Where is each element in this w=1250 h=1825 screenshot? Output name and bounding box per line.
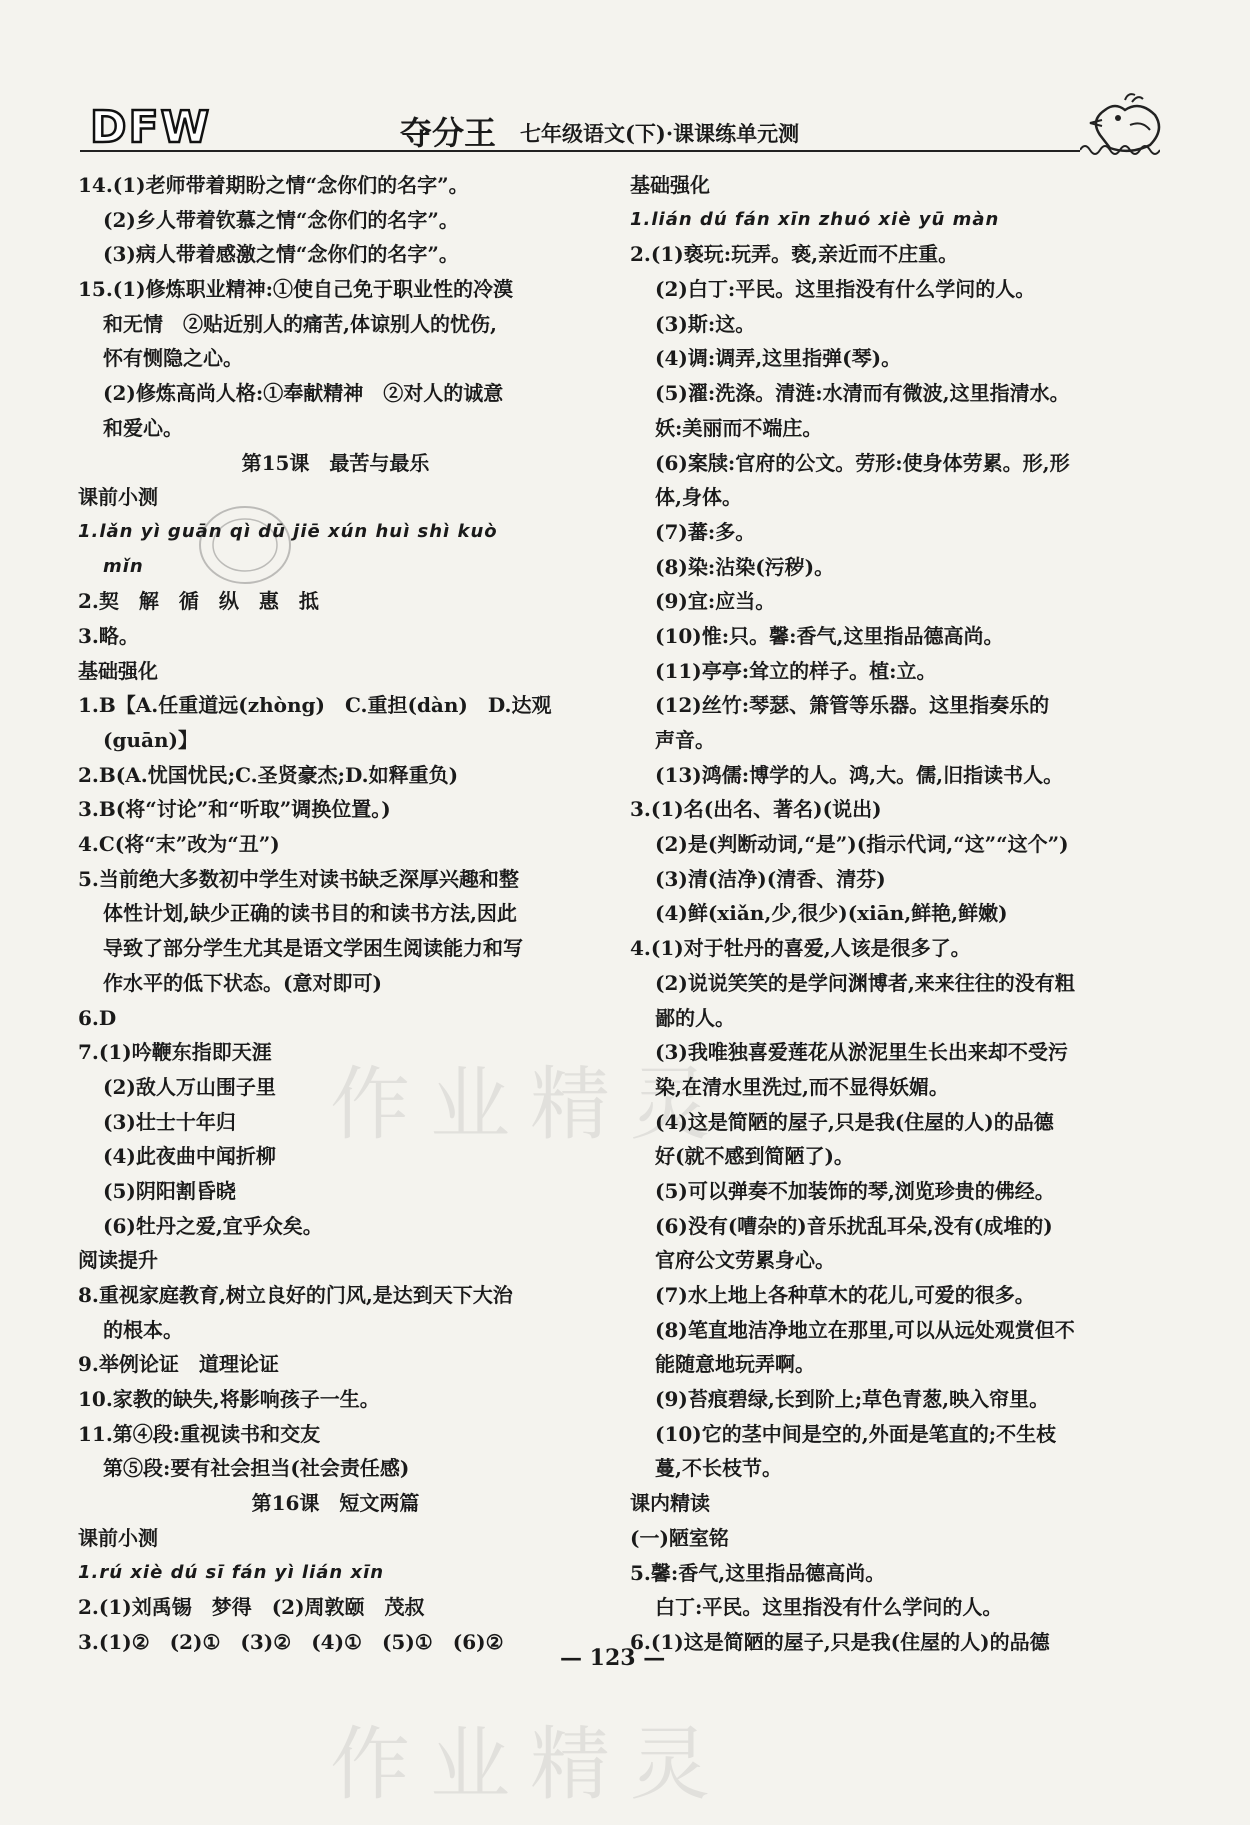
dfw-logo: DFW	[90, 102, 212, 153]
wave-ornament-icon	[1080, 140, 1160, 160]
answer-line: 1.lián dú fán xīn zhuó xiè yū màn	[630, 208, 1000, 230]
answer-line: 妖:美丽而不端庄。	[655, 415, 823, 440]
answer-line: (2)敌人万山围子里	[103, 1074, 276, 1099]
watermark-text: 作业精灵	[330, 1058, 730, 1151]
section-heading: 课前小测	[78, 1525, 158, 1550]
answer-line: (3)壮士十年归	[103, 1109, 236, 1134]
answer-line: 第⑤段:要有社会担当(社会责任感)	[103, 1456, 410, 1481]
answer-line: (5)阴阳割昏晓	[103, 1178, 236, 1203]
answer-line: (8)染:沾染(污秽)。	[655, 554, 835, 579]
answer-line: 1.rú xiè dú sī fán yì lián xīn	[78, 1561, 385, 1583]
lesson-title: 第15课 最苦与最乐	[241, 450, 430, 475]
right-column	[630, 168, 1145, 1660]
section-heading: 基础强化	[78, 658, 158, 683]
answer-line: 5.当前绝大多数初中学生对读书缺乏深厚兴趣和整	[78, 866, 519, 891]
answer-line: 8.重视家庭教育,树立良好的门风,是达到天下大治	[78, 1283, 513, 1307]
answer-line: 2.(1)刘禹锡 梦得 (2)周敦颐 茂叔	[78, 1595, 425, 1620]
answer-line: 5.馨:香气,这里指品德高尚。	[630, 1560, 886, 1585]
answer-line: 4.C(将“末”改为“丑”)	[78, 832, 280, 857]
answer-line: (2)说说笑笑的是学问渊博者,来来往往的没有粗	[655, 970, 1075, 995]
answer-line: 3.B(将“讨论”和“听取”调换位置。)	[78, 797, 391, 822]
page-number: — 123 —	[560, 1645, 666, 1671]
answer-line: (13)鸿儒:博学的人。鸿,大。儒,旧指读书人。	[655, 762, 1064, 787]
answer-line: mǐn	[103, 555, 144, 577]
answer-line: (3)斯:这。	[655, 311, 756, 336]
answer-line: 1.B【A.任重道远(zhòng) C.重担(dàn) D.达观	[78, 693, 552, 718]
answer-line: (6)案牍:官府的公文。劳形:使身体劳累。形,形	[655, 450, 1070, 475]
answer-line: 鄙的人。	[655, 1005, 735, 1030]
lesson-title: 第16课 短文两篇	[251, 1491, 420, 1516]
answer-line: (11)亭亭:耸立的样子。植:立。	[655, 658, 937, 683]
answer-line: (12)丝竹:琴瑟、箫管等乐器。这里指奏乐的	[655, 693, 1050, 718]
answer-line: 和无情 ②贴近别人的痛苦,体谅别人的忧伤,	[103, 311, 497, 336]
answer-line: (10)惟:只。馨:香气,这里指品德高尚。	[655, 623, 1004, 648]
brand-title: 夺分王	[400, 114, 497, 152]
answer-line: (7)蕃:多。	[655, 519, 756, 544]
answer-line: 9.举例论证 道理论证	[78, 1352, 279, 1377]
answer-line: (9)苔痕碧绿,长到阶上;草色青葱,映入帘里。	[655, 1387, 1050, 1412]
header-rule	[80, 150, 1080, 152]
watermark-text: 作业精灵	[330, 1718, 730, 1811]
answer-line: 15.(1)修炼职业精神:①使自己免于职业性的冷漠	[78, 277, 514, 302]
book-subtitle: 七年级语文(下)·课课练单元测	[520, 121, 800, 146]
answer-line: (4)此夜曲中闻折柳	[103, 1144, 276, 1169]
answer-line: 6.D	[78, 1005, 117, 1030]
answer-line: 怀有恻隐之心。	[103, 346, 243, 371]
answer-line: 14.(1)老师带着期盼之情“念你们的名字”。	[78, 173, 469, 197]
answer-line: 2.B(A.忧国忧民;C.圣贤豪杰;D.如释重负)	[78, 762, 459, 787]
answer-line: (4)调:调弄,这里指弹(琴)。	[655, 346, 902, 371]
answer-line: 体性计划,缺少正确的读书目的和读书方法,因此	[103, 901, 517, 926]
answer-line: (2)是(判断动词,“是”)(指示代词,“这”“这个”)	[655, 832, 1069, 857]
section-heading: 课前小测	[78, 485, 158, 510]
answer-line: (5)可以弹奏不加装饰的琴,浏览珍贵的佛经。	[655, 1178, 1055, 1203]
answer-line: 11.第④段:重视读书和交友	[78, 1421, 321, 1446]
answer-line: 和爱心。	[103, 415, 183, 440]
answer-line: (8)笔直地洁净地立在那里,可以从远处观赏但不	[655, 1317, 1075, 1342]
page-header	[80, 90, 1180, 153]
answer-line: (一)陋室铭	[630, 1525, 729, 1550]
answer-line: 声音。	[655, 728, 715, 752]
answer-line: (2)修炼高尚人格:①奉献精神 ②对人的诚意	[103, 381, 504, 406]
answer-line: 7.(1)吟鞭东指即天涯	[78, 1040, 272, 1065]
section-heading: 课内精读	[630, 1491, 710, 1516]
answer-line: (3)清(洁净)(清香、清芬)	[655, 866, 886, 891]
answer-line: 2.契 解 循 纵 惠 抵	[78, 589, 319, 614]
answer-line: 染,在清水里洗过,而不显得妖媚。	[655, 1074, 949, 1099]
answer-line: 的根本。	[103, 1317, 183, 1342]
section-heading: 阅读提升	[78, 1248, 158, 1273]
answer-line: (4)鲜(xiǎn,少,很少)(xiān,鲜艳,鲜嫩)	[655, 901, 1008, 926]
answer-line: (5)濯:洗涤。清涟:水清而有微波,这里指清水。	[655, 381, 1070, 406]
answer-line: 2.(1)亵玩:玩弄。亵,亲近而不庄重。	[630, 242, 959, 267]
answer-line: (7)水上地上各种草木的花儿,可爱的很多。	[655, 1283, 1035, 1307]
answer-line: 能随意地玩弄啊。	[655, 1352, 815, 1377]
answer-line: (3)我唯独喜爱莲花从淤泥里生长出来却不受污	[655, 1040, 1068, 1065]
answer-line: 作水平的低下状态。(意对即可)	[103, 970, 382, 995]
answer-line: 6.(1)这是简陋的屋子,只是我(住屋的人)的品德	[630, 1629, 1050, 1654]
answer-line: 白丁:平民。这里指没有什么学问的人。	[655, 1595, 1003, 1620]
answer-line: (2)白丁:平民。这里指没有什么学问的人。	[655, 277, 1036, 302]
left-column	[78, 168, 593, 1660]
answer-line: 体,身体。	[655, 485, 742, 510]
answer-line: 3.略。	[78, 623, 139, 648]
answer-line: 好(就不感到简陋了)。	[655, 1144, 854, 1169]
answer-line: (9)宜:应当。	[655, 589, 776, 614]
answer-line: 10.家教的缺失,将影响孩子一生。	[78, 1387, 380, 1412]
answer-line: 3.(1)② (2)① (3)② (4)① (5)① (6)②	[78, 1629, 504, 1654]
answer-line: (6)没有(嘈杂的)音乐扰乱耳朵,没有(成堆的)	[655, 1213, 1053, 1238]
answer-line: (guān)】	[103, 728, 198, 752]
answer-line: 导致了部分学生尤其是语文学困生阅读能力和写	[103, 936, 523, 961]
answer-line: (2)乡人带着钦慕之情“念你们的名字”。	[103, 207, 459, 232]
answer-line: (6)牡丹之爱,宜乎众矣。	[103, 1213, 323, 1238]
answer-line: 3.(1)名(出名、著名)(说出)	[630, 797, 882, 822]
answer-line: 蔓,不长枝节。	[655, 1456, 782, 1481]
answer-line: 4.(1)对于牡丹的喜爱,人该是很多了。	[630, 936, 971, 961]
section-heading: 基础强化	[630, 173, 710, 197]
answer-line: (4)这是简陋的屋子,只是我(住屋的人)的品德	[655, 1109, 1054, 1134]
answer-line: (3)病人带着感激之情“念你们的名字”。	[103, 242, 459, 267]
answer-line: 1.lǎn yì guān qì dū jiē xún huì shì kuò	[78, 520, 498, 542]
answer-line: (10)它的茎中间是空的,外面是笔直的;不生枝	[655, 1421, 1057, 1446]
answer-line: 官府公文劳累身心。	[655, 1248, 835, 1273]
